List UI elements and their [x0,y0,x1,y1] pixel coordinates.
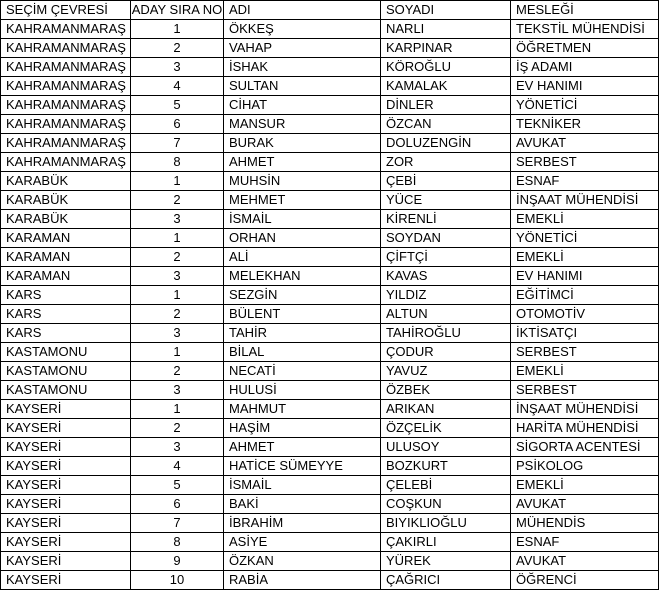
occupation-cell: MÜHENDİS [511,514,659,533]
last-name-cell: ÇİFTÇİ [381,248,511,267]
last-name-cell: ARIKAN [381,400,511,419]
rank-cell: 3 [131,267,224,286]
first-name-cell: HAŞİM [224,419,381,438]
rank-cell: 7 [131,514,224,533]
district-cell: KAHRAMANMARAŞ [1,134,131,153]
first-name-cell: SEZGİN [224,286,381,305]
last-name-cell: ZOR [381,153,511,172]
occupation-cell: HARİTA MÜHENDİSİ [511,419,659,438]
occupation-cell: İNŞAAT MÜHENDİSİ [511,400,659,419]
table-row [1,495,659,514]
last-name-cell: ALTUN [381,305,511,324]
district-cell: KAYSERİ [1,571,131,590]
rank-cell: 7 [131,134,224,153]
first-name-cell: AHMET [224,153,381,172]
table-row [1,153,659,172]
occupation-cell: AVUKAT [511,134,659,153]
occupation-cell: YÖNETİCİ [511,96,659,115]
occupation-cell: EV HANIMI [511,267,659,286]
table-row [1,476,659,495]
occupation-cell: ÖĞRETMEN [511,39,659,58]
occupation-cell: ÖĞRENCİ [511,571,659,590]
occupation-cell: ESNAF [511,172,659,191]
table-row [1,77,659,96]
occupation-cell: AVUKAT [511,552,659,571]
rank-cell: 3 [131,58,224,77]
first-name-cell: SULTAN [224,77,381,96]
last-name-cell: KARPINAR [381,39,511,58]
district-cell: KARAMAN [1,248,131,267]
district-cell: KAHRAMANMARAŞ [1,39,131,58]
table-row [1,20,659,39]
rank-cell: 2 [131,248,224,267]
occupation-cell: EMEKLİ [511,248,659,267]
last-name-cell: DİNLER [381,96,511,115]
last-name-cell: ÇAKIRLI [381,533,511,552]
rank-cell: 10 [131,571,224,590]
district-cell: KASTAMONU [1,362,131,381]
occupation-cell: İŞ ADAMI [511,58,659,77]
first-name-cell: NECATİ [224,362,381,381]
first-name-cell: BÜLENT [224,305,381,324]
last-name-cell: ÇAĞRICI [381,571,511,590]
table-row [1,115,659,134]
last-name-cell: ULUSOY [381,438,511,457]
first-name-cell: ÖZKAN [224,552,381,571]
district-cell: KARS [1,286,131,305]
last-name-cell: BOZKURT [381,457,511,476]
header-cell-soyadi: SOYADI [381,1,511,20]
table-row [1,533,659,552]
occupation-cell: ESNAF [511,533,659,552]
last-name-cell: ÖZÇELİK [381,419,511,438]
rank-cell: 1 [131,172,224,191]
header-cell-aday-sira-no: ADAY SIRA NO [131,1,224,20]
first-name-cell: İSHAK [224,58,381,77]
rank-cell: 2 [131,419,224,438]
table-row [1,552,659,571]
district-cell: KAYSERİ [1,457,131,476]
rank-cell: 3 [131,324,224,343]
occupation-cell: EMEKLİ [511,362,659,381]
rank-cell: 3 [131,210,224,229]
table-row [1,58,659,77]
rank-cell: 2 [131,39,224,58]
table-row [1,134,659,153]
rank-cell: 5 [131,96,224,115]
district-cell: KAYSERİ [1,533,131,552]
table-row [1,39,659,58]
occupation-cell: TEKSTİL MÜHENDİSİ [511,20,659,39]
rank-cell: 8 [131,533,224,552]
last-name-cell: YÜCE [381,191,511,210]
last-name-cell: ÇEBİ [381,172,511,191]
table-row [1,267,659,286]
last-name-cell: SOYDAN [381,229,511,248]
first-name-cell: BİLAL [224,343,381,362]
district-cell: KAHRAMANMARAŞ [1,77,131,96]
last-name-cell: YILDIZ [381,286,511,305]
rank-cell: 2 [131,305,224,324]
table-row [1,381,659,400]
district-cell: KARABÜK [1,172,131,191]
first-name-cell: VAHAP [224,39,381,58]
district-cell: KARS [1,305,131,324]
rank-cell: 6 [131,495,224,514]
rank-cell: 4 [131,457,224,476]
occupation-cell: SERBEST [511,153,659,172]
header-cell-adi: ADI [224,1,381,20]
occupation-cell: EMEKLİ [511,210,659,229]
first-name-cell: İSMAİL [224,476,381,495]
table-row [1,571,659,590]
rank-cell: 3 [131,381,224,400]
first-name-cell: MELEKHAN [224,267,381,286]
first-name-cell: ORHAN [224,229,381,248]
first-name-cell: MEHMET [224,191,381,210]
rank-cell: 1 [131,286,224,305]
table-row [1,172,659,191]
occupation-cell: EV HANIMI [511,77,659,96]
last-name-cell: YAVUZ [381,362,511,381]
first-name-cell: CİHAT [224,96,381,115]
rank-cell: 3 [131,438,224,457]
first-name-cell: BAKİ [224,495,381,514]
occupation-cell: AVUKAT [511,495,659,514]
occupation-cell: EĞİTİMCİ [511,286,659,305]
table-row [1,324,659,343]
district-cell: KAYSERİ [1,514,131,533]
header-cell-meslegi: MESLEĞİ [511,1,659,20]
district-cell: KASTAMONU [1,343,131,362]
rank-cell: 2 [131,362,224,381]
district-cell: KARABÜK [1,191,131,210]
district-cell: KAYSERİ [1,495,131,514]
district-cell: KAYSERİ [1,419,131,438]
last-name-cell: DOLUZENGİN [381,134,511,153]
first-name-cell: ALİ [224,248,381,267]
table-row [1,514,659,533]
district-cell: KAHRAMANMARAŞ [1,96,131,115]
table-row [1,400,659,419]
table-row [1,419,659,438]
last-name-cell: NARLI [381,20,511,39]
rank-cell: 6 [131,115,224,134]
last-name-cell: KAMALAK [381,77,511,96]
occupation-cell: TEKNİKER [511,115,659,134]
first-name-cell: MAHMUT [224,400,381,419]
occupation-cell: PSİKOLOG [511,457,659,476]
first-name-cell: MUHSİN [224,172,381,191]
first-name-cell: AHMET [224,438,381,457]
occupation-cell: SİGORTA ACENTESİ [511,438,659,457]
first-name-cell: HULUSİ [224,381,381,400]
occupation-cell: YÖNETİCİ [511,229,659,248]
table-row [1,96,659,115]
district-cell: KARAMAN [1,229,131,248]
first-name-cell: HATİCE SÜMEYYE [224,457,381,476]
district-cell: KAYSERİ [1,438,131,457]
occupation-cell: İNŞAAT MÜHENDİSİ [511,191,659,210]
first-name-cell: İBRAHİM [224,514,381,533]
first-name-cell: ÖKKEŞ [224,20,381,39]
district-cell: KAHRAMANMARAŞ [1,115,131,134]
district-cell: KAYSERİ [1,476,131,495]
first-name-cell: RABİA [224,571,381,590]
first-name-cell: İSMAİL [224,210,381,229]
last-name-cell: ÖZBEK [381,381,511,400]
rank-cell: 2 [131,191,224,210]
district-cell: KASTAMONU [1,381,131,400]
rank-cell: 1 [131,20,224,39]
last-name-cell: KİRENLİ [381,210,511,229]
rank-cell: 4 [131,77,224,96]
occupation-cell: SERBEST [511,343,659,362]
table-row [1,457,659,476]
district-cell: KAHRAMANMARAŞ [1,20,131,39]
district-cell: KARABÜK [1,210,131,229]
table-row [1,362,659,381]
first-name-cell: TAHİR [224,324,381,343]
district-cell: KAYSERİ [1,552,131,571]
table-row [1,286,659,305]
table-row [1,343,659,362]
last-name-cell: TAHİROĞLU [381,324,511,343]
rank-cell: 1 [131,343,224,362]
header-row [1,1,659,20]
table-row [1,191,659,210]
last-name-cell: KÖROĞLU [381,58,511,77]
rank-cell: 1 [131,400,224,419]
district-cell: KARS [1,324,131,343]
rank-cell: 5 [131,476,224,495]
rank-cell: 1 [131,229,224,248]
last-name-cell: YÜREK [381,552,511,571]
district-cell: KAHRAMANMARAŞ [1,58,131,77]
last-name-cell: ÇELEBİ [381,476,511,495]
occupation-cell: OTOMOTİV [511,305,659,324]
occupation-cell: SERBEST [511,381,659,400]
table-row [1,229,659,248]
table-row [1,210,659,229]
district-cell: KAYSERİ [1,400,131,419]
table-row [1,305,659,324]
first-name-cell: BURAK [224,134,381,153]
first-name-cell: ASİYE [224,533,381,552]
last-name-cell: COŞKUN [381,495,511,514]
district-cell: KAHRAMANMARAŞ [1,153,131,172]
last-name-cell: ÇODUR [381,343,511,362]
table-row [1,248,659,267]
district-cell: KARAMAN [1,267,131,286]
first-name-cell: MANSUR [224,115,381,134]
header-cell-secim-cevresi: SEÇİM ÇEVRESİ [1,1,131,20]
rank-cell: 8 [131,153,224,172]
occupation-cell: EMEKLİ [511,476,659,495]
occupation-cell: İKTİSATÇI [511,324,659,343]
last-name-cell: KAVAS [381,267,511,286]
rank-cell: 9 [131,552,224,571]
last-name-cell: BIYIKLIOĞLU [381,514,511,533]
table-row [1,438,659,457]
last-name-cell: ÖZCAN [381,115,511,134]
